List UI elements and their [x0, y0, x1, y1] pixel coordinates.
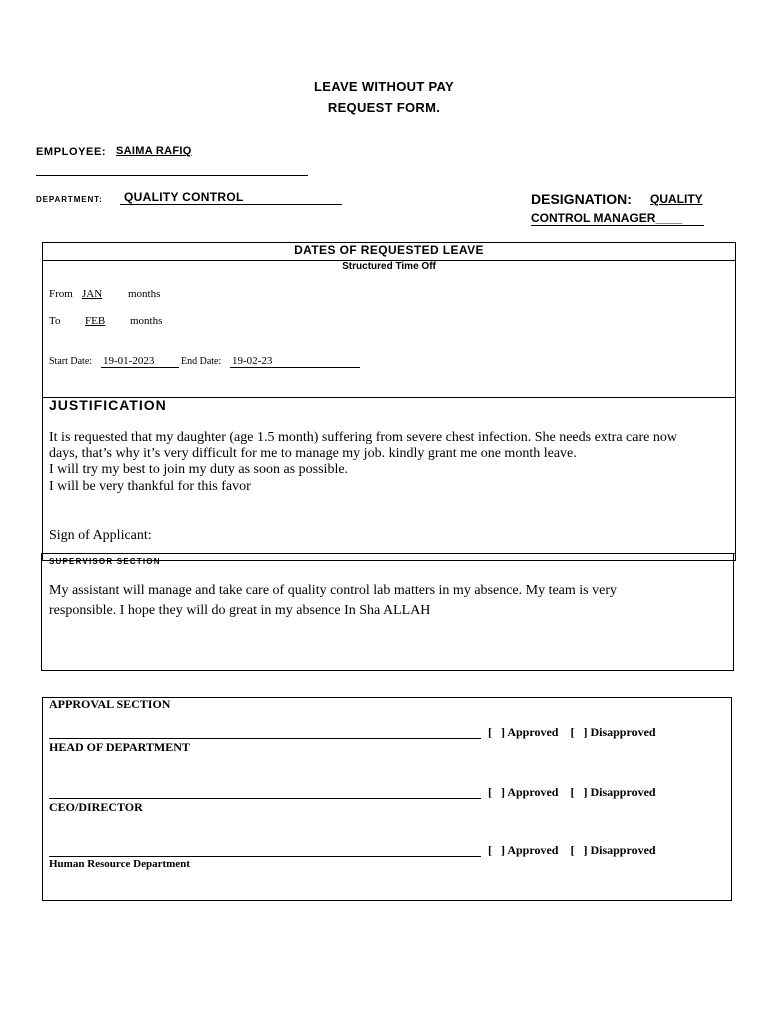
signature-line-ceo: [49, 798, 481, 799]
start-date-underline: [101, 367, 179, 368]
signature-line-head: [49, 738, 481, 739]
justification-line1: It is requested that my daughter (age 1.5 month) suffering from severe chest infection. She needs extra care now: [49, 430, 677, 445]
approval-options-ceo: [488, 785, 656, 800]
form-title-line1: LEAVE WITHOUT PAY: [314, 79, 454, 94]
approval-options-head: [488, 725, 656, 740]
signature-line-hr: [49, 856, 481, 857]
form-title-line2: REQUEST FORM.: [327, 100, 441, 115]
approval-heading: APPROVAL SECTION: [49, 697, 171, 711]
approval-options-hr: [488, 843, 656, 858]
employee-label: EMPLOYEE:: [36, 146, 107, 158]
employee-underline: [36, 175, 308, 176]
designation-value-line2: CONTROL MANAGER____: [531, 211, 683, 225]
to-label: To: [49, 315, 61, 327]
to-unit: months: [130, 315, 163, 327]
disapproved-checkbox-ceo[interactable]: [ ] Disapproved: [570, 785, 656, 799]
supervisor-line2: responsible. I hope they will do great in my absence In Sha ALLAH: [49, 603, 431, 618]
dates-header: DATES OF REQUESTED LEAVE: [294, 243, 484, 257]
designation-value-line1: QUALITY: [650, 192, 703, 206]
from-unit: months: [128, 288, 161, 300]
justification-line4: I will be very thankful for this favor: [49, 479, 251, 494]
from-value: JAN: [82, 288, 103, 300]
disapproved-checkbox-hr[interactable]: [ ] Disapproved: [570, 843, 656, 857]
to-value: FEB: [85, 315, 106, 327]
supervisor-line1: My assistant will manage and take care of quality control lab matters in my absence. My team is very: [49, 583, 617, 598]
ceo-director-label: CEO/DIRECTOR: [49, 800, 143, 814]
end-date-underline: [230, 367, 360, 368]
from-label: From: [49, 288, 73, 300]
justification-line2: days, that’s why it’s very difficult for me to manage my job. kindly grant me one month leave.: [49, 446, 577, 461]
justification-line3: I will try my best to join my duty as soon as possible.: [49, 462, 349, 477]
justification-heading: JUSTIFICATION: [49, 397, 167, 413]
approved-checkbox-hr[interactable]: [ ] Approved: [488, 843, 559, 857]
end-date-value: 19-02-23: [232, 355, 273, 367]
designation-label: DESIGNATION:: [531, 191, 632, 207]
department-value: QUALITY CONTROL: [124, 190, 244, 204]
disapproved-checkbox-head[interactable]: [ ] Disapproved: [570, 725, 656, 739]
supervisor-heading: SUPERVISOR SECTION: [49, 557, 161, 566]
department-label: DEPARTMENT:: [36, 195, 103, 204]
approved-checkbox-ceo[interactable]: [ ] Approved: [488, 785, 559, 799]
start-date-value: 19-01-2023: [103, 355, 155, 367]
sign-of-applicant: Sign of Applicant:: [49, 528, 152, 543]
department-underline: [120, 204, 342, 205]
approved-checkbox-head[interactable]: [ ] Approved: [488, 725, 559, 739]
dates-subheader: Structured Time Off: [342, 261, 436, 272]
end-date-label: End Date:: [181, 356, 222, 367]
start-date-label: Start Date:: [49, 356, 93, 367]
hr-department-label: Human Resource Department: [49, 858, 190, 870]
head-of-department-label: HEAD OF DEPARTMENT: [49, 740, 190, 754]
employee-name: SAIMA RAFIQ: [116, 145, 192, 157]
designation-underline: [531, 225, 704, 226]
